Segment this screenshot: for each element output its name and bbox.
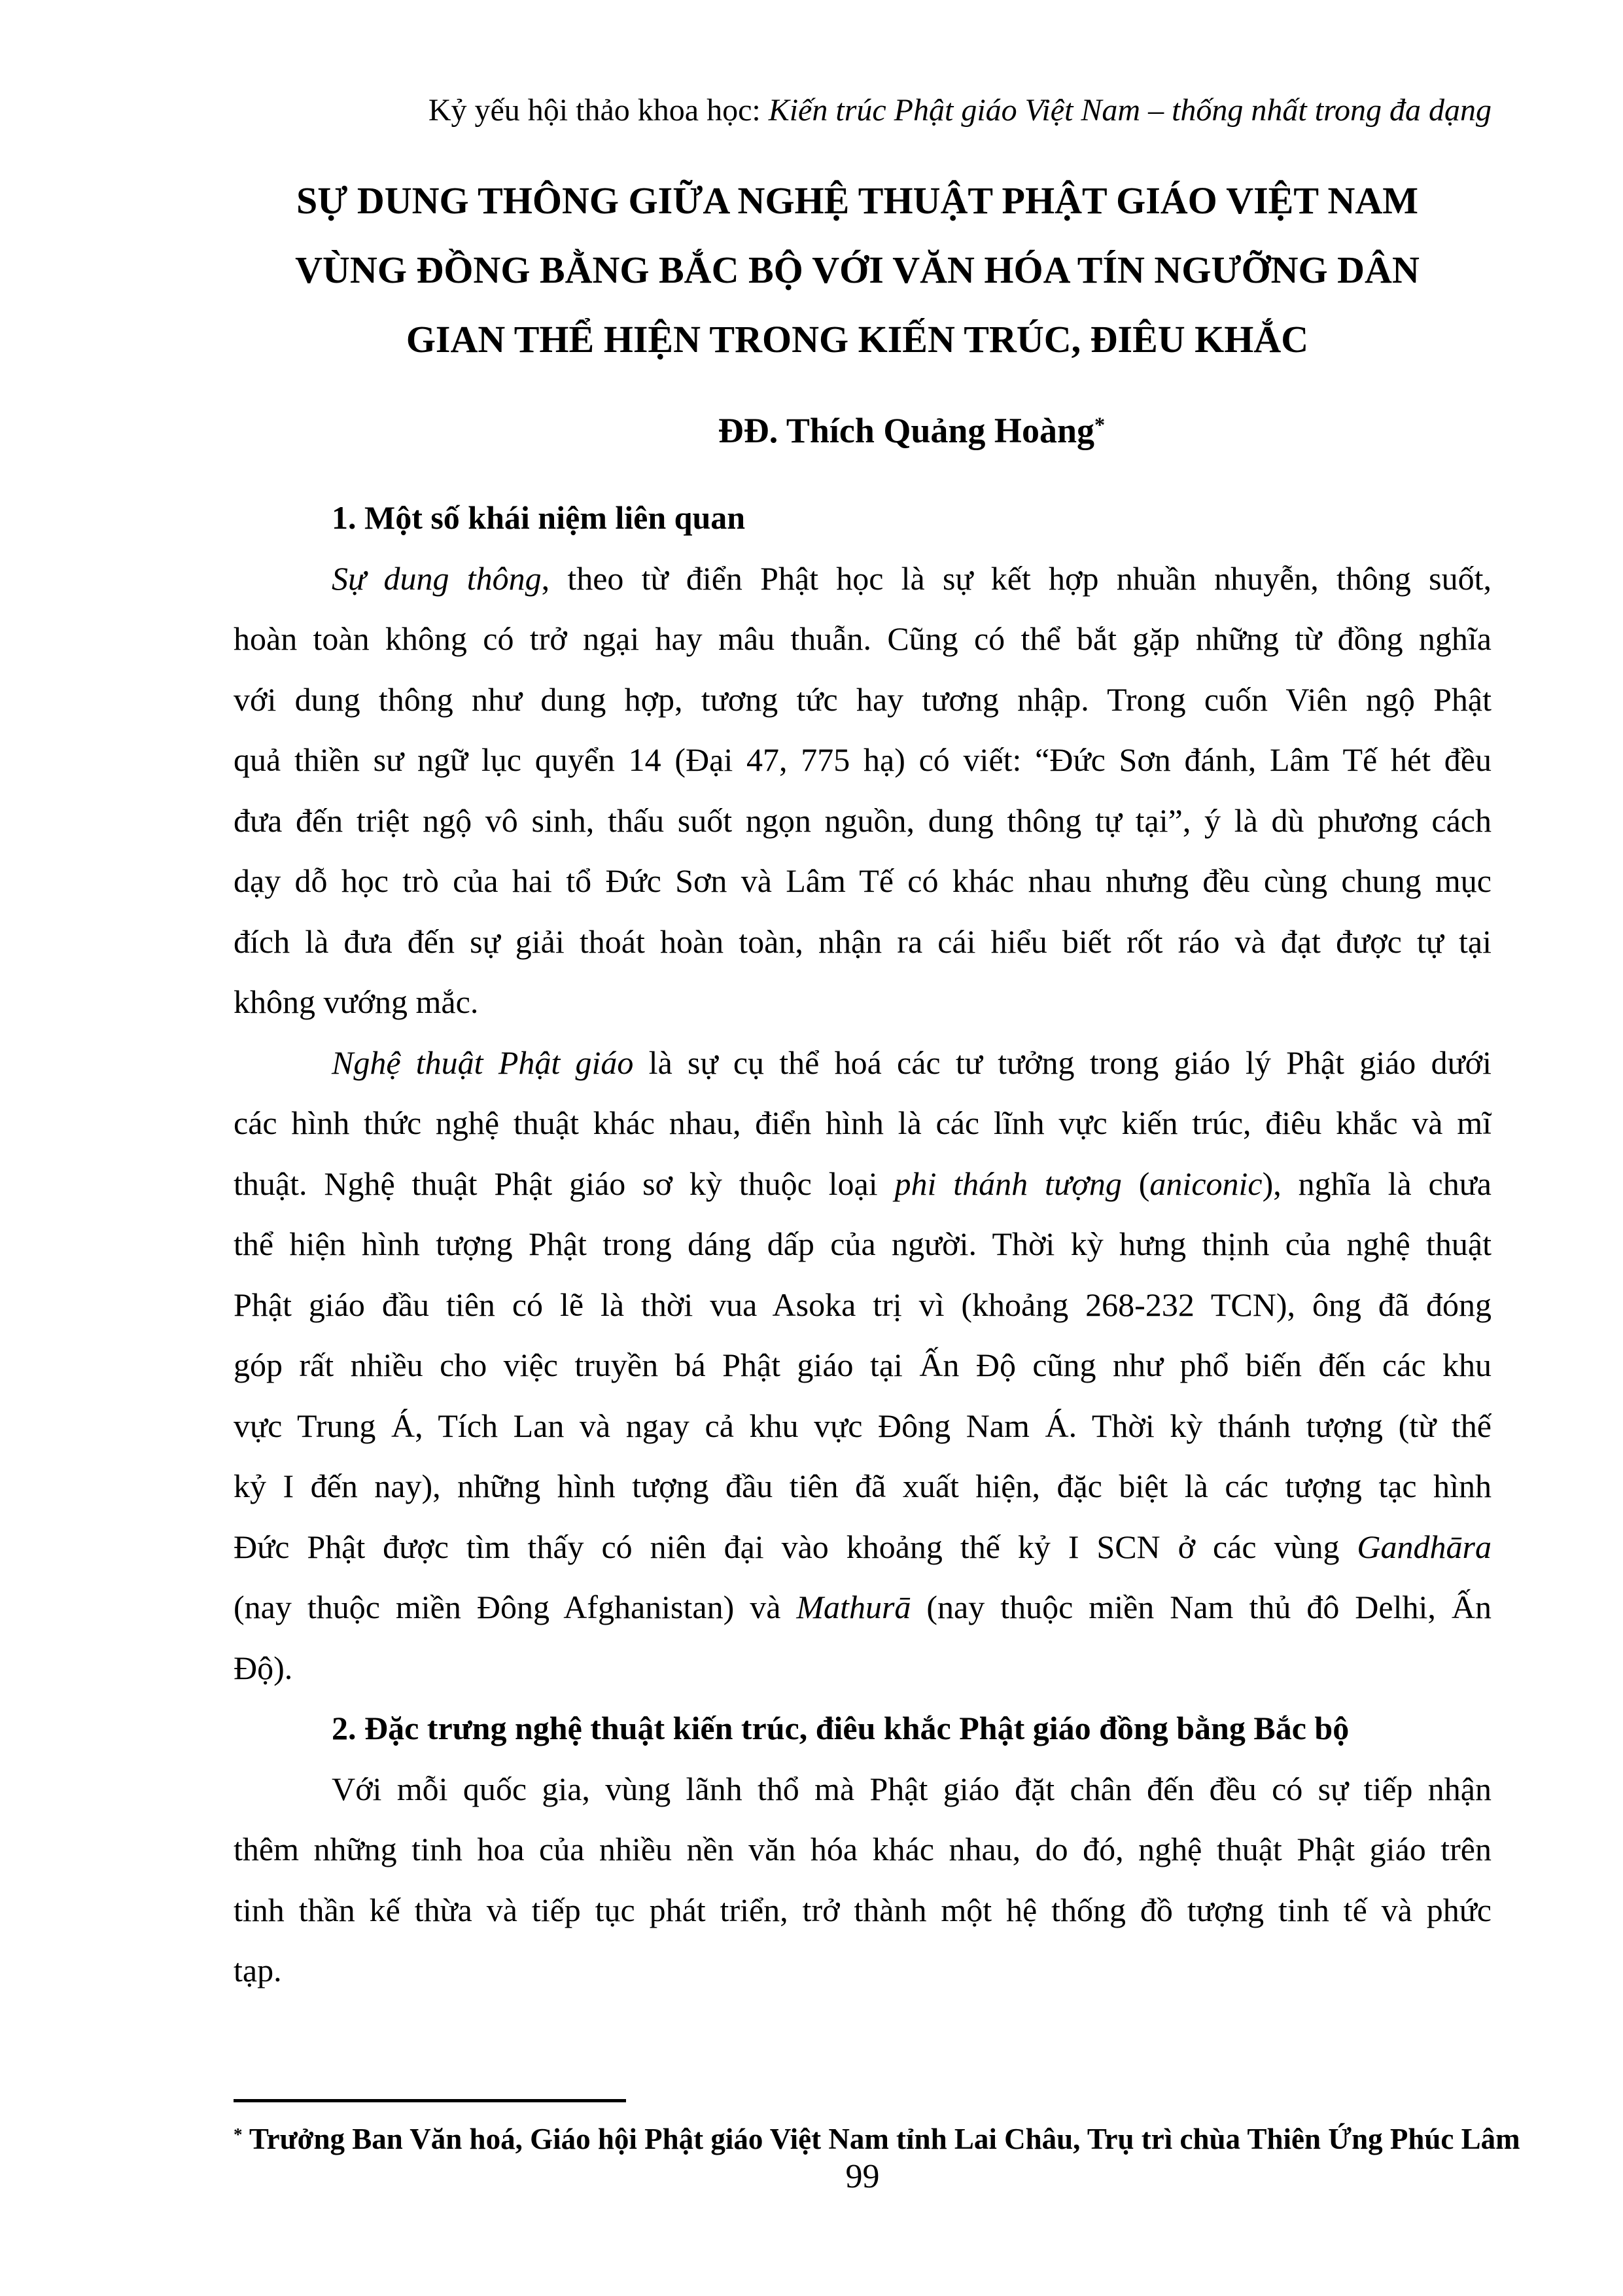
text-run: tạp. (234, 1952, 282, 1988)
text-run: hoàn toàn không có trở ngại hay mâu thuẫn. Cũng có thể bắt gặp những từ đồng nghĩa (234, 620, 1492, 657)
paragraph-line (234, 851, 1492, 911)
paragraph-line (234, 669, 1492, 730)
paragraph-line (234, 1154, 1492, 1214)
text-run: (nay thuộc miền Đông Afghanistan) và (234, 1589, 797, 1625)
italic-run: Nghệ thuật Phật giáo (332, 1044, 634, 1081)
author-line (234, 399, 1492, 467)
text-run: Đức Phật được tìm thấy có niên đại vào khoảng thế kỷ I SCN ở các vùng (234, 1528, 1357, 1565)
paragraph-line (234, 1880, 1492, 1941)
author-name: ĐĐ. Thích Quảng Hoàng (718, 411, 1094, 450)
article-title-line: GIAN THỂ HIỆN TRONG KIẾN TRÚC, ĐIÊU KHẮC (406, 318, 1309, 361)
text-run: ( (1121, 1165, 1150, 1202)
text-run: (nay thuộc miền Nam thủ đô Delhi, Ấn (911, 1589, 1492, 1625)
author-footnote-marker: * (1094, 413, 1106, 437)
paragraph-line (234, 1940, 1492, 2001)
text-run: không vướng mắc. (234, 983, 479, 1020)
italic-run: Sự dung thông (332, 559, 542, 597)
text-run: là sự cụ thể hoá các tư tưởng trong giáo lý Phật giáo dưới (633, 1044, 1492, 1081)
paragraph-line (234, 1093, 1492, 1154)
paragraph-line (234, 1517, 1492, 1578)
italic-run: Mathurā (796, 1589, 911, 1625)
paragraph-line (234, 548, 1492, 609)
paragraph-line (234, 1275, 1492, 1335)
text-run: vực Trung Á, Tích Lan và ngay cả khu vực Đông Nam Á. Thời kỳ thánh tượng (từ thế (234, 1407, 1492, 1444)
paragraph-line (234, 1033, 1492, 1093)
section-2-heading (234, 1698, 1492, 1759)
text-run: thêm những tinh hoa của nhiều nền văn hóa khác nhau, do đó, nghệ thuật Phật giáo trên (234, 1831, 1492, 1867)
text-run: dạy dỗ học trò của hai tổ Đức Sơn và Lâm Tế có khác nhau nhưng đều cùng chung mục (234, 862, 1492, 899)
paragraph-line (234, 1819, 1492, 1880)
text-run: đích là đưa đến sự giải thoát hoàn toàn, nhận ra cái hiểu biết rốt ráo và đạt được tự tại (234, 923, 1492, 960)
body-text (234, 487, 1492, 2001)
text-run: thuật. Nghệ thuật Phật giáo sơ kỳ thuộc loại (234, 1165, 895, 1202)
paragraph-line (234, 730, 1492, 790)
text-run: thể hiện hình tượng Phật trong dáng dấp của người. Thời kỳ hưng thịnh của nghệ thuật (234, 1226, 1492, 1262)
footnote-separator (234, 2099, 626, 2102)
text-run: Phật giáo đầu tiên có lẽ là thời vua Asoka trị vì (khoảng 268-232 TCN), ông đã đóng (234, 1286, 1492, 1323)
text-run: tinh thần kế thừa và tiếp tục phát triển, trở thành một hệ thống đồ tượng tinh tế và phức (234, 1891, 1492, 1928)
paragraph-line (234, 1577, 1492, 1638)
article-title-line: SỰ DUNG THÔNG GIỮA NGHỆ THUẬT PHẬT GIÁO VIỆT NAM (296, 179, 1419, 222)
text-run: , theo từ điển Phật học là sự kết hợp nhuần nhuyễn, thông suốt, (541, 559, 1492, 597)
paragraph-line (234, 1759, 1492, 1820)
footnote-marker: * (234, 2124, 243, 2144)
text-run: Độ). (234, 1649, 293, 1686)
running-header (234, 90, 1492, 131)
text-run: 2. Đặc trưng nghệ thuật kiến trúc, điêu khắc Phật giáo đồng bằng Bắc bộ (332, 1710, 1350, 1746)
paragraph-line (234, 609, 1492, 669)
paragraph-line (234, 790, 1492, 851)
page-number: 99 (845, 2158, 880, 2195)
paragraph-line (234, 911, 1492, 972)
article-title (196, 166, 1518, 374)
text-run: các hình thức nghệ thuật khác nhau, điển hình là các lĩnh vực kiến trúc, điêu khắc và mĩ (234, 1104, 1492, 1141)
text-run: với dung thông như dung hợp, tương tức hay tương nhập. Trong cuốn Viên ngộ Phật (234, 680, 1492, 718)
paragraph-line (234, 1638, 1492, 1699)
paragraph-line (234, 972, 1492, 1033)
paragraph-line (234, 1396, 1492, 1457)
running-header-prefix: Kỷ yếu hội thảo khoa học: (428, 93, 769, 128)
text-run: góp rất nhiều cho việc truyền bá Phật giáo tại Ấn Độ cũng như phổ biến đến các khu (234, 1347, 1492, 1383)
text-run: kỷ I đến nay), những hình tượng đầu tiên đã xuất hiện, đặc biệt là các tượng tạc hình (234, 1468, 1492, 1504)
italic-run: aniconic (1149, 1165, 1263, 1202)
text-run: 1. Một số khái niệm liên quan (332, 499, 746, 536)
section-1-heading (234, 487, 1492, 548)
paragraph-line (234, 1456, 1492, 1517)
italic-run: phi thánh tượng (894, 1165, 1122, 1202)
italic-run: Gandhāra (1357, 1528, 1492, 1565)
text-run: quả thiền sư ngữ lục quyển 14 (Đại 47, 775 hạ) có viết: “Đức Sơn đánh, Lâm Tế hét đều (234, 741, 1492, 778)
article-title-line: VÙNG ĐỒNG BẰNG BẮC BỘ VỚI VĂN HÓA TÍN NGƯỠNG DÂN (295, 249, 1420, 291)
text-run: đưa đến triệt ngộ vô sinh, thấu suốt ngọn nguồn, dung thông tự tại”, ý là dù phương cách (234, 802, 1492, 839)
running-header-conference-title: Kiến trúc Phật giáo Việt Nam – thống nhất trong đa dạng (768, 93, 1492, 128)
text-run: Với mỗi quốc gia, vùng lãnh thổ mà Phật giáo đặt chân đến đều có sự tiếp nhận (332, 1770, 1492, 1807)
paragraph-line (234, 1335, 1492, 1396)
text-run: ), nghĩa là chưa (1262, 1165, 1492, 1202)
footnote-text: Trưởng Ban Văn hoá, Giáo hội Phật giáo Việt Nam tỉnh Lai Châu, Trụ trì chùa Thiên Ứng Phúc Lâm (242, 2123, 1520, 2155)
paragraph-line (234, 1214, 1492, 1275)
